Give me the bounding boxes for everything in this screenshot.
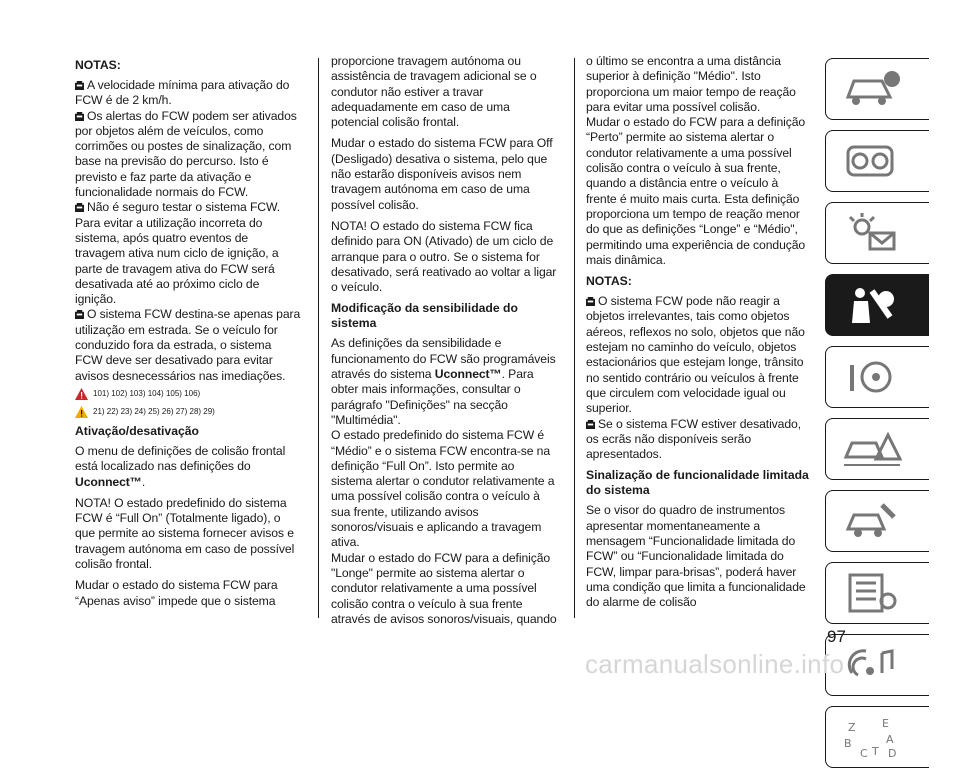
section-heading-limited: Sinalização de funcionalidade limitada do sistema <box>586 468 809 498</box>
index-letter: C <box>860 747 868 759</box>
car-breakdown-icon <box>842 427 902 471</box>
caution-triangle-icon <box>75 406 88 418</box>
body-paragraph: proporcione travagem autónoma ou assistência de travagem adicional se o condutor não estiver a travar adequadamente em caso de uma potencial colisão frontal. <box>331 54 537 130</box>
column-1 <box>75 54 301 615</box>
dashboard-icon <box>842 139 902 183</box>
warning-references: 101) 102) 103) 104) 105) 106) <box>75 388 301 400</box>
index-letter: T <box>872 745 879 758</box>
note-bullet-icon <box>586 297 595 306</box>
column-divider <box>318 58 319 618</box>
body-paragraph: Se o visor do quadro de instrumentos apresentar momentaneamente a mensagem “Funcionalidade limitada do FCW” ou “Funcionalidade limitada do FCW, limpar para-brisas”, poderá haver uma condição que limita a funcionalidade do alarme de colisão <box>586 503 806 610</box>
body-paragraph: Mudar o estado do sistema FCW para Off (Desligado) desativa o sistema, pelo que não estarão disponíveis avisos nem travagem autónoma em caso de uma possível colisão. <box>331 136 553 212</box>
notes-heading: NOTAS: <box>75 58 121 72</box>
note-paragraph: Se o sistema FCW estiver desativado, os ecrãs não disponíveis serão apresentados. <box>586 416 801 462</box>
warning-triangle-icon <box>75 388 88 400</box>
body-paragraph: Mudar o estado do FCW para a definição "Longe" permite ao sistema alertar o condutor relativamente a uma possível colisão contra o veículo à sua frente através de avisos sonoros/visuais, quando <box>331 550 557 626</box>
column-3 <box>586 54 812 617</box>
column-divider <box>574 58 575 618</box>
tab-safety[interactable] <box>825 274 929 336</box>
body-paragraph: O estado predefinido do sistema FCW é “Médio” e o sistema FCW encontra-se na definição “Full On”. Isto permite ao sistema alertar o condutor relativamente a uma possível colisão contra o veículo à sua frente, utilizando avisos sonoros/visuais e aplicando a travagem ativa. <box>331 428 555 550</box>
tab-index[interactable] <box>825 706 929 768</box>
index-letter: A <box>886 733 894 746</box>
watermark: carmanualsonline.info <box>585 649 845 679</box>
body-paragraph: NOTA! O estado do sistema FCW fica definido para ON (Ativado) de um ciclo de arranque para o outro. Se o sistema for desativado, será reativado ao voltar a ligar o veículo. <box>331 218 557 295</box>
index-letter: B <box>844 737 852 750</box>
body-paragraph: Mudar o estado do FCW para a definição “Perto” permite ao sistema alertar o condutor relativamente a uma possível colisão contra o veículo à sua frente, quando a distância entre o veículo à frente é muito mais curta. Esta definição proporciona um tempo de reação menor do que as definições “Longe” e “Médio", permitindo uma experiência de condução mais dinâmica. <box>586 115 806 267</box>
tab-maintenance[interactable] <box>825 490 929 552</box>
tab-starting-driving[interactable] <box>825 346 929 408</box>
body-paragraph: Mudar o estado do sistema FCW para “Apenas aviso” impede que o sistema <box>75 578 278 608</box>
specifications-list-icon <box>842 571 902 615</box>
multimedia-icon <box>842 643 902 687</box>
tab-emergency[interactable] <box>825 418 929 480</box>
notes-heading: NOTAS: <box>586 274 632 289</box>
note-paragraph: O sistema FCW pode não reagir a objetos irrelevantes, tais como objetos aéreos, reflexos no solo, objetos que não estejam no caminho do veículo, objetos estacionários que estejam longe, trânsito no sentido contrário ou veículos à frente que circulem com velocidade igual ou superior. <box>586 294 805 416</box>
tab-specifications[interactable] <box>825 562 929 624</box>
body-paragraph: O menu de definições de colisão frontal está localizado nas definições do Uconnect™. <box>75 443 286 489</box>
column-2 <box>331 54 557 633</box>
note-bullet-icon <box>75 203 84 212</box>
body-paragraph: As definições da sensibilidade e funcionamento do FCW são programáveis através do sistema Uconnect™. Para obter mais informações, consultar o parágrafo "Definições" na secção "Multimédia". <box>331 336 556 427</box>
note-bullet-icon <box>586 420 595 429</box>
body-paragraph: o último se encontra a uma distância superior à definição "Médio". Isto proporciona um maior tempo de reação para evitar uma possível colisão. <box>586 54 796 114</box>
page-number: 97 <box>827 627 846 646</box>
note-paragraph: Os alertas do FCW podem ser ativados por objetos além de veículos, como corrimões ou postes de sinalização, com base na previsão do percurso. Isto é previsto e faz parte da ativação e funcionalidade normais do FCW. <box>75 108 297 200</box>
index-letter: D <box>888 747 897 759</box>
tab-lights-messages[interactable] <box>825 202 929 264</box>
note-paragraph: A velocidade mínima para ativação do FCW é de 2 km/h. <box>75 78 290 108</box>
note-paragraph: O sistema FCW destina-se apenas para utilização em estrada. Se o veículo for conduzido fora da estrada, o sistema FCW deve ser desativado para evitar avisos desnecessários nas imediações. <box>75 307 301 383</box>
section-heading-sensitivity: Modificação da sensibilidade do sistema <box>331 301 518 331</box>
tab-car-info[interactable] <box>825 58 929 120</box>
airbag-safety-icon <box>842 283 902 327</box>
note-bullet-icon <box>75 81 84 90</box>
steering-wheel-key-icon <box>842 355 902 399</box>
index-letter: E <box>882 717 889 730</box>
car-info-icon <box>842 67 902 111</box>
note-bullet-icon <box>75 310 84 319</box>
section-heading-activation: Ativação/desativação <box>75 423 199 438</box>
body-paragraph: NOTA! O estado predefinido do sistema FCW é “Full On” (Totalmente ligado), o que permite ao sistema fornecer avisos e travagem autónoma em caso de possível colisão frontal. <box>75 495 295 572</box>
wrench-car-icon <box>842 499 902 543</box>
caution-references: 21) 22) 23) 24) 25) 26) 27) 28) 29) <box>75 406 301 418</box>
note-paragraph: Não é seguro testar o sistema FCW. Para evitar a utilização incorreta do sistema, após quatro eventos de travagem ativa num ciclo de ignição, a parte de travagem ativa do FCW será desativada até ao próximo ciclo de ignição. <box>75 200 281 307</box>
tab-dashboard[interactable] <box>825 130 929 192</box>
note-bullet-icon <box>75 112 84 121</box>
lights-mail-icon <box>842 211 902 255</box>
index-letter: Z <box>848 721 856 734</box>
alphabetical-index-icon <box>842 715 902 759</box>
